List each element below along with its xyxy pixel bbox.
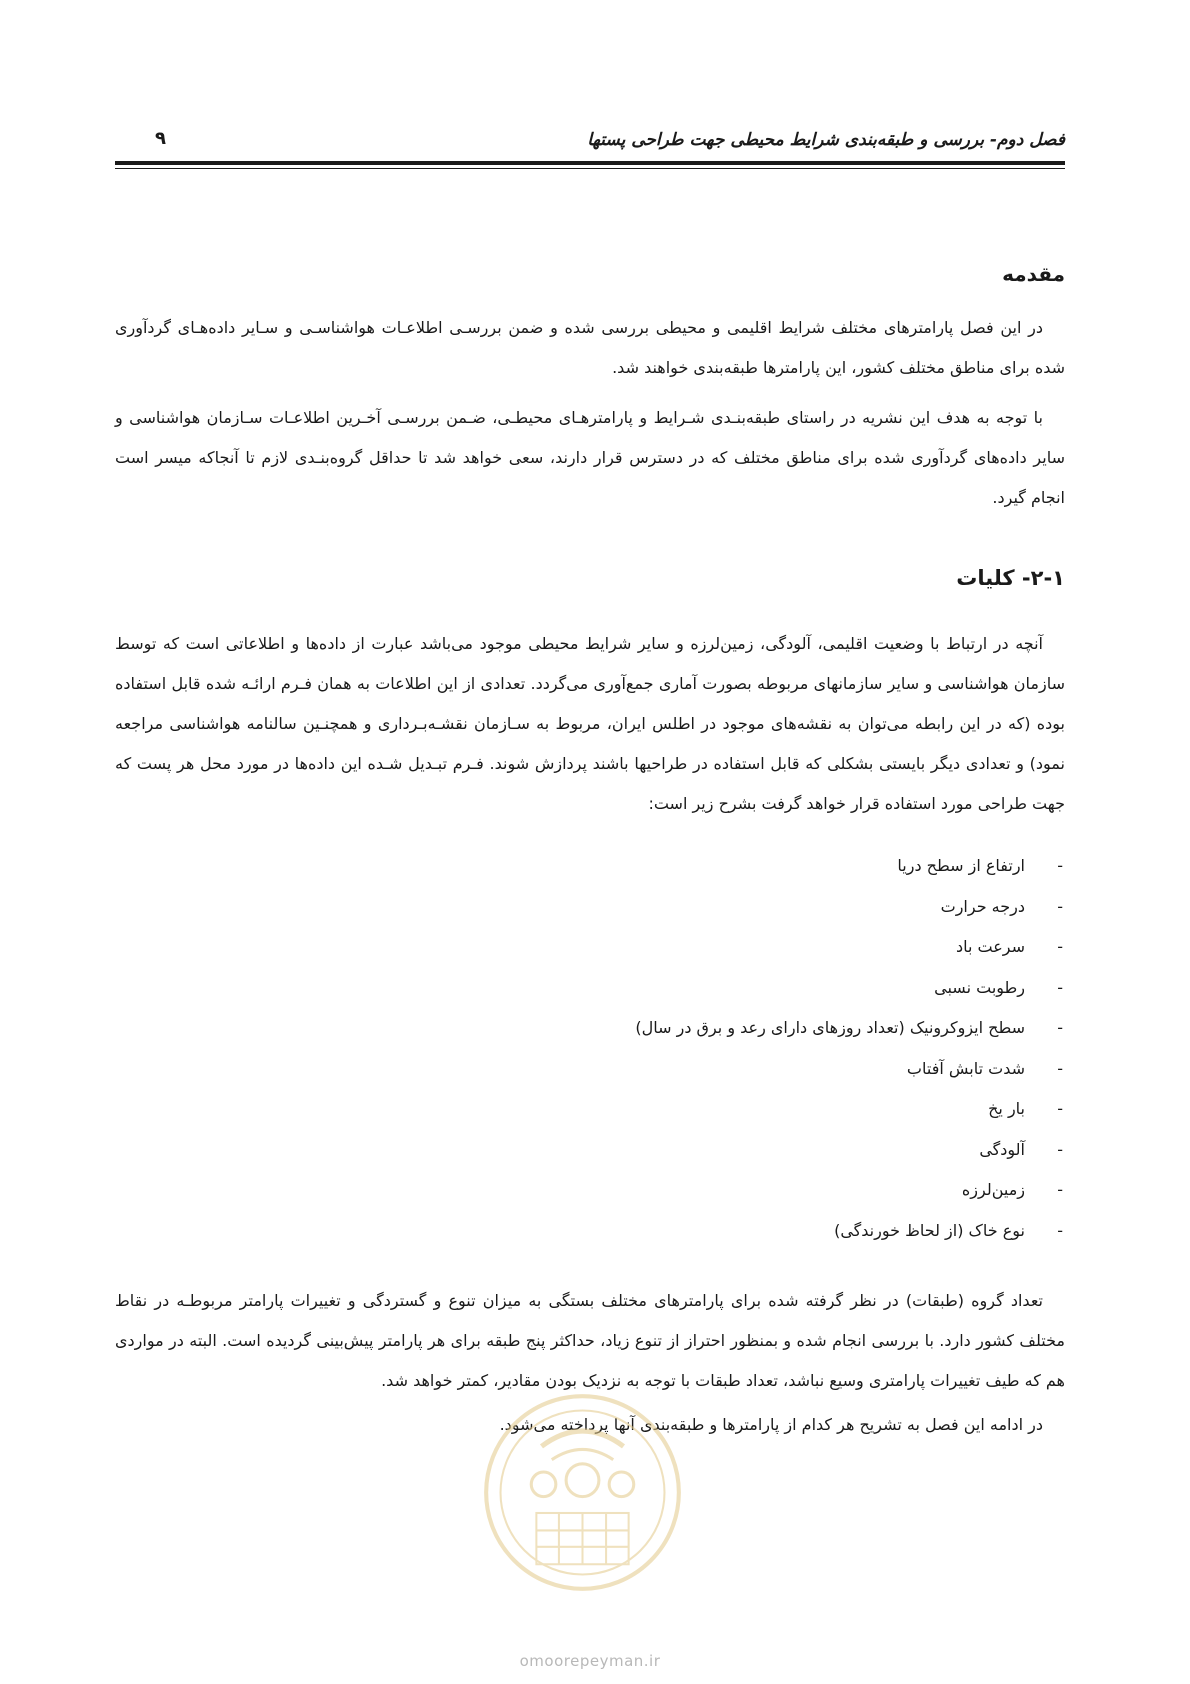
list-item: - درجه حرارت	[115, 887, 1065, 928]
list-item: - بار یخ	[115, 1089, 1065, 1130]
running-header	[115, 126, 1065, 158]
list-item: - زمین‌لرزه	[115, 1170, 1065, 1211]
list-item: - سطح ایزوکرونیک (تعداد روزهای دارای رعد و برق در سال)	[115, 1008, 1065, 1049]
paragraph-text: آنچه در ارتباط با وضعیت اقلیمی، آلودگی، زمین‌لرزه و سایر شرایط محیطی موجود می‌باشد عبارت از داده‌ها و اطلاعاتی است که توسط سازمان هواشناسی و سایر سازمانهای مربوطه بصورت آماری جمع‌آوری می‌گردد. تعدادی از این اطلاعات به همان فـرم ارائـه شده قابل استفاده بوده (که در این رابطه می‌توان به نقشه‌های موجود در اطلس ایران، مربوط به سـازمان نقشـه‌بـرداری و همچنـین سالنامه هواشناسی مراجعه نمود) و تعدادی دیگر بایستی بشکلی که قابل استفاده در طراحیها باشند پردازش شوند. فـرم تبـدیل شـده این داده‌ها در مورد محل هر پست که جهت طراحی مورد استفاده قرار خواهد گرفت بشرح زیر است:	[115, 634, 1065, 813]
intro-paragraph-2	[115, 398, 1065, 518]
section-paragraph-2	[115, 1281, 1065, 1401]
list-item: - نوع خاک (از لحاظ خورندگی)	[115, 1211, 1065, 1252]
list-item: - ارتفاع از سطح دریا	[115, 846, 1065, 887]
section-heading: ۲-۱- کلیات	[956, 566, 1065, 590]
section-paragraph-1	[115, 624, 1065, 824]
chapter-title: فصل دوم- بررسی و طبقه‌بندی شرایط محیطی جهت طراحی پستها	[587, 130, 1065, 150]
watermark-url: omoorepeyman.ir	[519, 1652, 661, 1670]
header-rule-thin	[115, 168, 1065, 169]
intro-paragraph-1	[115, 308, 1065, 388]
paragraph-text: در این فصل پارامترهای مختلف شرایط اقلیمی و محیطی بررسی شده و ضمن بررسـی اطلاعـات هواشناسـی و سـایر داده‌هـای گردآوری شده برای مناطق مختلف کشور، این پارامترها طبقه‌بندی خواهند شد.	[115, 318, 1065, 377]
list-item: - سرعت باد	[115, 927, 1065, 968]
list-item: - شدت تابش آفتاب	[115, 1049, 1065, 1090]
paragraph-text: در ادامه این فصل به تشریح هر کدام از پارامترها و طبقه‌بندی آنها پرداخته می‌شود.	[499, 1415, 1043, 1434]
list-item: - رطوبت نسبی	[115, 968, 1065, 1009]
paragraph-text: تعداد گروه (طبقات) در نظر گرفته شده برای پارامترهای مختلف بستگی به میزان تنوع و گستردگی و تغییرات پارامتر مربوطـه در نقاط مختلف کشور دارد. با بررسی انجام شده و بمنظور احتراز از تنوع زیاد، حداکثر پنج طبقه برای هر پارامتر پیش‌بینی گردیده است. البته در مواردی هم که طیف تغییرات پارامتری وسیع نباشد، تعداد طبقات با توجه به نزدیک بودن مقادیر، کمتر خواهد شد.	[115, 1291, 1065, 1390]
parameter-list	[115, 846, 1065, 1251]
list-item: - آلودگی	[115, 1130, 1065, 1171]
intro-heading: مقدمه	[1002, 262, 1065, 286]
watermark-seal-icon	[480, 1390, 685, 1595]
header-rule-thick	[115, 161, 1065, 165]
parameter-list-wrapper	[115, 846, 1065, 1251]
page-number: ۹	[155, 128, 166, 149]
paragraph-text: با توجه به هدف این نشریه در راستای طبقه‌بنـدی شـرایط و پارامترهـای محیطـی، ضـمن بررسـی آخـرین اطلاعـات سـازمان هواشناسی و سایر داده‌های گردآوری شده برای مناطق مختلف که در دسترس قرار دارند، سعی خواهد شد تا حداقل گروه‌بنـدی لازم تا آنجاکه میسر است انجام گیرد.	[115, 408, 1065, 507]
